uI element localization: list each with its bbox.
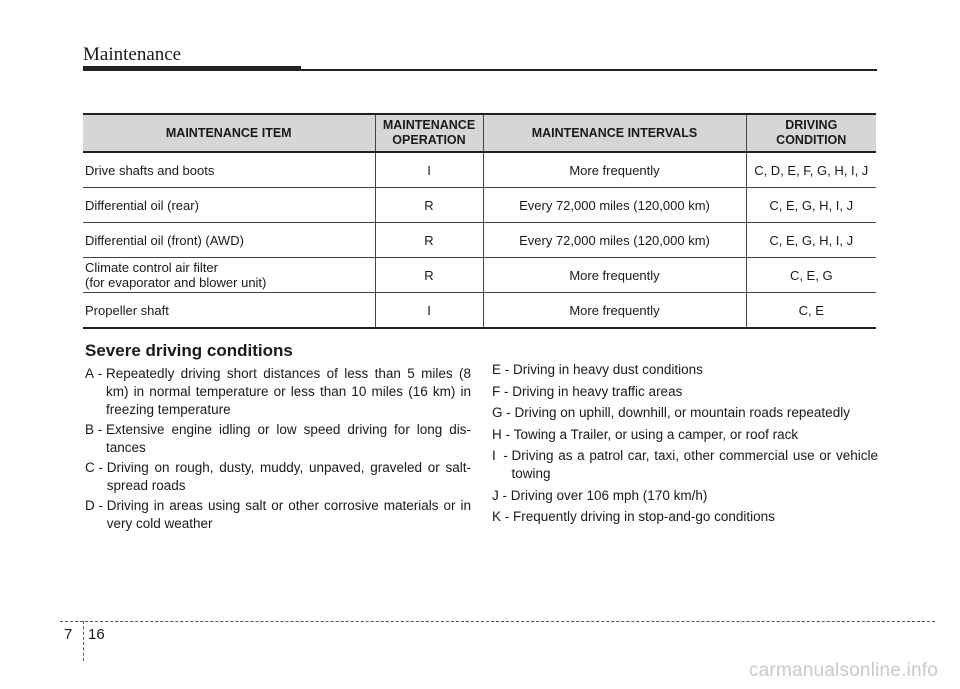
condition-dash: - — [500, 383, 513, 399]
cell-condition: C, E — [746, 293, 876, 329]
cell-item-line: Differential oil (rear) — [85, 197, 199, 213]
condition-code: G — [492, 405, 503, 420]
cell-operation: I — [375, 293, 483, 329]
cell-operation: R — [375, 223, 483, 258]
cell-condition: C, D, E, F, G, H, I, J — [746, 152, 876, 188]
cell-item — [83, 293, 375, 329]
condition-code: B — [85, 422, 95, 437]
col-header-item: MAINTENANCE ITEM — [83, 114, 375, 152]
condition-code: J — [492, 487, 499, 503]
condition-code: I — [492, 448, 496, 463]
condition-item — [85, 421, 471, 457]
condition-text: Driving on rough, dusty, muddy, unpaved, graveled or salt-spread roads — [106, 460, 471, 493]
condition-item — [492, 383, 878, 401]
condition-item — [492, 404, 878, 422]
condition-text: Driving in heavy traffic areas — [512, 383, 683, 399]
cell-condition: C, E, G — [746, 258, 876, 293]
cell-interval: More frequently — [483, 293, 746, 329]
condition-code: F — [492, 383, 501, 399]
condition-dash: - — [501, 509, 514, 524]
col-header-operation: MAINTENANCE OPERATION — [375, 114, 483, 152]
cell-item-line: Drive shafts and boots — [85, 162, 215, 178]
cell-item-line: Differential oil (front) (AWD) — [85, 232, 244, 248]
condition-dash: - — [501, 362, 514, 377]
condition-item — [85, 365, 471, 419]
cell-condition: C, E, G, H, I, J — [746, 223, 876, 258]
condition-dash: - — [94, 422, 107, 437]
footer-divider — [60, 621, 935, 622]
table-row — [83, 258, 876, 293]
condition-code: H — [492, 426, 502, 442]
condition-item — [85, 459, 471, 495]
cell-item-line: Propeller shaft — [85, 302, 169, 318]
conditions-list-left — [85, 365, 471, 535]
condition-item — [492, 361, 878, 379]
condition-dash: - — [94, 366, 107, 381]
cell-condition: C, E, G, H, I, J — [746, 188, 876, 223]
page-number: 16 — [88, 626, 105, 643]
condition-code: D — [85, 498, 95, 513]
cell-operation: R — [375, 258, 483, 293]
condition-item — [85, 497, 471, 533]
condition-dash: - — [498, 487, 511, 503]
cell-item — [83, 223, 375, 258]
cell-interval: More frequently — [483, 258, 746, 293]
cell-item — [83, 152, 375, 188]
condition-code: C — [85, 460, 95, 475]
conditions-list-right — [492, 361, 878, 530]
footer-vertical-divider — [83, 621, 84, 661]
table-row — [83, 293, 876, 329]
condition-text: Repeatedly driving short distances of less than 5 miles (8 km) in normal temperature or less than 10 miles (16 km) in freezing temperature — [106, 366, 471, 417]
condition-text: Driving in heavy dust conditions — [513, 362, 703, 377]
cell-item-line: Climate control air filter — [85, 260, 218, 275]
condition-text: Driving over 106 mph (170 km/h) — [510, 487, 708, 503]
condition-text: Driving as a patrol car, taxi, other commercial use or vehicle towing — [511, 448, 878, 481]
condition-code: A — [85, 366, 95, 381]
condition-text: Driving on uphill, downhill, or mountain roads repeatedly — [514, 405, 850, 420]
chapter-number: 7 — [64, 626, 73, 643]
watermark: carmanualsonline.info — [748, 660, 938, 681]
severe-conditions-title: Severe driving conditions — [85, 341, 293, 360]
col-header-intervals: MAINTENANCE INTERVALS — [483, 114, 746, 152]
table-row — [83, 188, 876, 223]
col-header-condition: DRIVING CONDITION — [746, 114, 876, 152]
cell-item — [83, 188, 375, 223]
condition-item — [492, 426, 878, 444]
table-header-row — [83, 114, 876, 152]
header-rule-thick — [83, 66, 301, 71]
cell-operation: R — [375, 188, 483, 223]
condition-item — [492, 508, 878, 526]
cell-interval: Every 72,000 miles (120,000 km) — [483, 188, 746, 223]
condition-dash: - — [495, 448, 512, 463]
condition-dash: - — [501, 426, 514, 442]
cell-operation: I — [375, 152, 483, 188]
condition-item — [492, 487, 878, 505]
condition-code: K — [492, 509, 502, 524]
condition-text: Extensive engine idling or low speed driving for long dis-tances — [106, 422, 471, 455]
cell-item — [83, 258, 375, 293]
condition-item — [492, 447, 878, 483]
section-title: Maintenance — [83, 44, 182, 65]
header-rule-thin — [301, 69, 877, 71]
table-row — [83, 152, 876, 188]
condition-dash: - — [94, 460, 107, 475]
cell-item-line: (for evaporator and blower unit) — [85, 275, 267, 290]
condition-text: Frequently driving in stop-and-go conditions — [513, 509, 775, 524]
cell-interval: More frequently — [483, 152, 746, 188]
maintenance-table — [83, 113, 876, 329]
table-row — [83, 223, 876, 258]
condition-dash: - — [502, 405, 515, 420]
condition-text: Towing a Trailer, or using a camper, or roof rack — [513, 426, 799, 442]
condition-text: Driving in areas using salt or other corrosive materials or in very cold weather — [106, 498, 471, 531]
condition-code: E — [492, 362, 502, 377]
cell-interval: Every 72,000 miles (120,000 km) — [483, 223, 746, 258]
condition-dash: - — [94, 498, 107, 513]
